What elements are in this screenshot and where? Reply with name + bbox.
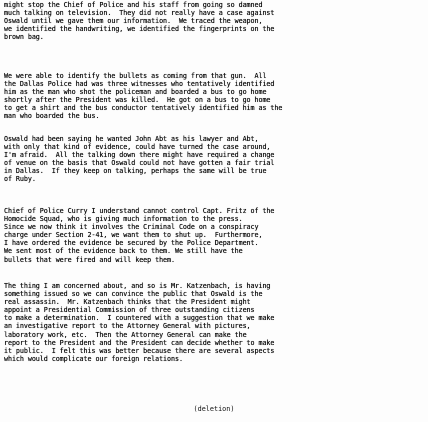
text-line: Oswald until we gave them our information. We traced the weapon, [4,17,263,26]
text-line: bullets that were fired and will keep them. [4,255,175,264]
text-line: brown bag. [4,33,44,42]
text-line: him as the man who shot the policeman and boarded a bus to go home [4,88,267,97]
text-line: of venue on the basis that Oswald could not have gotten a fair trial [4,159,275,168]
text-line: man who boarded the bus. [4,112,100,121]
text-line: might stop the Chief of Police and his staff from going so damned [4,1,263,9]
paragraph-homicide-squad [4,207,424,264]
text-line: we identified the handwriting, we identified the fingerprints on the [4,25,275,34]
text-line: report to the President and the President can decide whether to make [4,338,275,347]
text-line: something issued so we can convince the public that Oswald is the [4,290,263,299]
paragraph-police-chief [4,1,424,41]
text-line: Chief of Police Curry I understand cannot control Capt. Fritz of the [4,207,275,215]
paragraph-lawyer [4,135,424,184]
deletion-marker: (deletion) [193,405,235,413]
text-line: shortly after the President was killed. He got on a bus to go home [4,96,271,105]
text-line: laboratory work, etc. Then the Attorney General can make the [4,330,247,339]
text-line: of Ruby. [4,175,36,184]
text-line: much talking on television. They did not really have a case against [4,9,275,18]
text-line: The thing I am concerned about, and so is Mr. Katzenbach, is having [4,282,271,290]
text-line: Homocide Squad, who is giving much information to the press. [4,215,243,224]
text-line: with only that kind of evidence, could have turned the case around, [4,143,271,152]
text-line: the Dallas Police had was three witnesses who tentatively identified [4,80,275,89]
text-line: real assassin. Mr. Katzenbach thinks that the President might [4,298,251,307]
text-line: appoint a Presidential Commission of three outstanding citizens [4,306,255,315]
text-line: to make a determination. I countered with a suggestion that we make [4,314,275,323]
paragraph-bullets [4,72,424,121]
text-line: Oswald had been saying he wanted John Abt as his lawyer and Abt, [4,135,259,143]
text-line: Since we now think it involves the Criminal Code on a conspiracy [4,223,259,232]
text-line: to get a shirt and the bus conductor tentatively identified him as the [4,104,283,113]
text-line: in Dallas. If they keep on talking, perhaps the same will be true [4,167,267,176]
text-line: I'm afraid. All the talking down there might have required a change [4,151,275,160]
text-line: it public. I felt this was better because there are several aspects [4,346,275,355]
text-line: I have ordered the evidence be secured by the Police Department. [4,239,259,248]
paragraph-commission [4,282,424,363]
text-line: charge under Section 2-41, we want them to shut up. Furthermore, [4,231,263,240]
text-line: We were able to identify the bullets as coming from that gun. All [4,72,267,80]
text-line: which would complicate our foreign relations. [4,354,183,363]
text-line: an investigative report to the Attorney General with pictures, [4,322,251,331]
text-line: We sent most of the evidence back to them. We still have the [4,247,243,256]
